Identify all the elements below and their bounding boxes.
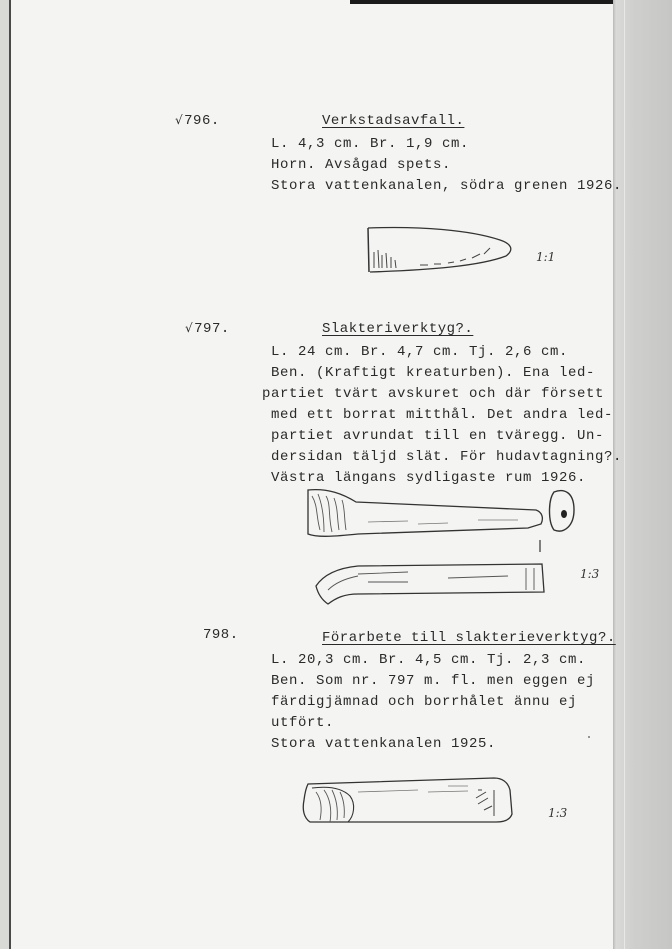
entry-798-scale: 1:3 bbox=[548, 806, 568, 820]
entry-797-line: dersidan täljd slät. För hudavtagning?. bbox=[271, 449, 623, 465]
entry-796-title: Verkstadsavfall. bbox=[322, 113, 465, 129]
entry-797-title: Slakteriverktyg?. bbox=[322, 321, 474, 337]
entry-797-line: partiet tvärt avskuret och där försett bbox=[262, 386, 605, 402]
entry-797-line: Västra längans sydligaste rum 1926. bbox=[271, 470, 587, 486]
entry-798-line: färdigjämnad och borrhålet ännu ej bbox=[271, 694, 578, 710]
entry-797-line: Ben. (Kraftigt kreaturben). Ena led- bbox=[271, 365, 596, 381]
right-edge-line bbox=[624, 0, 625, 949]
entry-797-line: med ett borrat mitthål. Det andra led- bbox=[271, 407, 614, 423]
top-edge-bar bbox=[350, 0, 613, 4]
entry-798-number: 798. bbox=[203, 627, 239, 643]
entry-796-line: L. 4,3 cm. Br. 1,9 cm. bbox=[271, 136, 470, 152]
ink-speck bbox=[588, 736, 590, 738]
preform-tool-drawing bbox=[298, 770, 523, 832]
check-mark: √ bbox=[185, 321, 194, 335]
entry-796-line: Stora vattenkanalen, södra grenen 1926. bbox=[271, 178, 623, 194]
horn-tip-drawing bbox=[360, 222, 520, 280]
entry-798-title: Förarbete till slakterieverktyg?. bbox=[322, 630, 616, 646]
entry-798-line: Stora vattenkanalen 1925. bbox=[271, 736, 497, 752]
entry-797-scale: 1:3 bbox=[580, 567, 600, 581]
entry-796-number: √796. bbox=[175, 113, 220, 129]
entry-798-line: utfört. bbox=[271, 715, 335, 731]
entry-798-line: L. 20,3 cm. Br. 4,5 cm. Tj. 2,3 cm. bbox=[271, 652, 587, 668]
entry-797-line: L. 24 cm. Br. 4,7 cm. Tj. 2,6 cm. bbox=[271, 344, 569, 360]
right-page-edge bbox=[613, 0, 672, 949]
entry-798-line: Ben. Som nr. 797 m. fl. men eggen ej bbox=[271, 673, 596, 689]
slaughter-tool-drawing bbox=[298, 482, 588, 612]
entry-796-line: Horn. Avsågad spets. bbox=[271, 157, 452, 173]
entry-797-line: partiet avrundat till en tväregg. Un- bbox=[271, 428, 605, 444]
entry-797-number: √797. bbox=[185, 321, 230, 337]
left-binding-line bbox=[9, 0, 11, 949]
check-mark: √ bbox=[175, 113, 184, 127]
entry-796-scale: 1:1 bbox=[536, 250, 556, 264]
